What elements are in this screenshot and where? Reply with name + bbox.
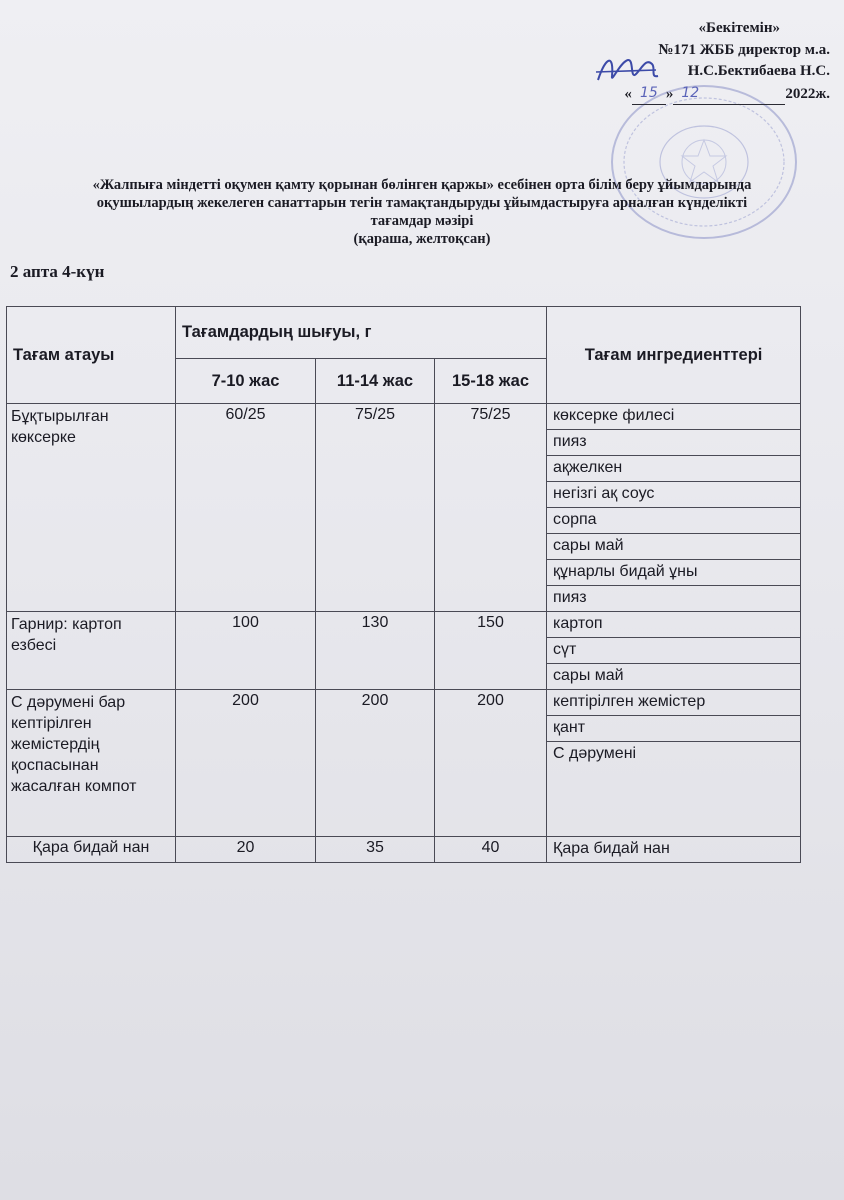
title-subtitle: (қараша, желтоқсан)	[353, 231, 491, 247]
portion-age-7-10: 100	[176, 612, 316, 690]
approval-position: №171 ЖББ директор м.а.	[658, 41, 830, 58]
approval-date	[590, 83, 830, 106]
portion-age-15-18: 200	[435, 690, 547, 837]
ingredient: картоп	[547, 612, 801, 638]
portion-age-11-14: 75/25	[316, 404, 435, 612]
title-line-3: тағамдар мәзірі	[370, 213, 474, 229]
approval-year: 2022ж.	[785, 85, 830, 102]
ingredient: құнарлы бидай ұны	[547, 560, 801, 586]
portion-age-15-18: 150	[435, 612, 547, 690]
week-day-label: 2 апта 4-күн	[10, 262, 105, 281]
approval-month: 12	[681, 84, 700, 101]
ingredient: сары май	[547, 534, 801, 560]
portion-age-7-10: 20	[176, 837, 316, 863]
portion-age-11-14: 130	[316, 612, 435, 690]
approval-director-name: Н.С.Бектибаева Н.С.	[687, 63, 830, 79]
table-row	[7, 837, 801, 863]
portion-age-15-18: 40	[435, 837, 547, 863]
dish-name: Гарнир: картоп езбесі	[7, 612, 176, 690]
approval-block	[590, 18, 830, 105]
ingredient: сүт	[547, 638, 801, 664]
dish-name: Бұқтырылған көксерке	[7, 404, 176, 612]
ingredient: ақжелкен	[547, 456, 801, 482]
portion-age-15-18: 75/25	[435, 404, 547, 612]
ingredient: негізгі ақ соус	[547, 482, 801, 508]
ingredient: Қара бидай нан	[547, 837, 801, 863]
header-ingredients: Тағам ингредиенттері	[547, 307, 801, 404]
ingredient: С дәрумені	[547, 742, 801, 837]
ingredient: пияз	[547, 430, 801, 456]
table-row	[7, 690, 801, 716]
header-age-11-14: 11-14 жас	[316, 359, 435, 404]
menu-table	[6, 306, 801, 863]
ingredient: пияз	[547, 586, 801, 612]
dish-name: С дәрумені бар кептірілген жемістердің қоспасынан жасалған компот	[7, 690, 176, 837]
portion-age-7-10: 200	[176, 690, 316, 837]
approval-open-quote: «	[624, 85, 632, 102]
portion-age-11-14: 35	[316, 837, 435, 863]
table-row	[7, 404, 801, 430]
portion-age-11-14: 200	[316, 690, 435, 837]
approval-day-field	[632, 83, 666, 106]
ingredient: көксерке филесі	[547, 404, 801, 430]
document-title	[0, 176, 844, 248]
dish-name: Қара бидай нан	[7, 837, 176, 863]
portion-age-7-10: 60/25	[176, 404, 316, 612]
approval-close-quote: »	[665, 85, 674, 102]
approval-heading: «Бекітемін»	[698, 20, 780, 36]
header-output: Тағамдардың шығуы, г	[176, 307, 547, 359]
ingredient: сары май	[547, 664, 801, 690]
ingredient: қант	[547, 716, 801, 742]
header-age-7-10: 7-10 жас	[176, 359, 316, 404]
table-row	[7, 612, 801, 638]
ingredient: кептірілген жемістер	[547, 690, 801, 716]
approval-month-field	[673, 83, 785, 106]
ingredient: сорпа	[547, 508, 801, 534]
header-age-15-18: 15-18 жас	[435, 359, 547, 404]
approval-day: 15	[639, 84, 658, 101]
title-line-1: «Жалпыға міндетті оқумен қамту қорынан бөлінген қаржы» есебінен орта білім беру ұйымдарында	[92, 177, 752, 193]
header-dish-name: Тағам атауы	[7, 307, 176, 404]
title-line-2: оқушылардың жекелеген санаттарын тегін тамақтандыруды ұйымдастыруға арналған күнделікті	[96, 195, 748, 211]
